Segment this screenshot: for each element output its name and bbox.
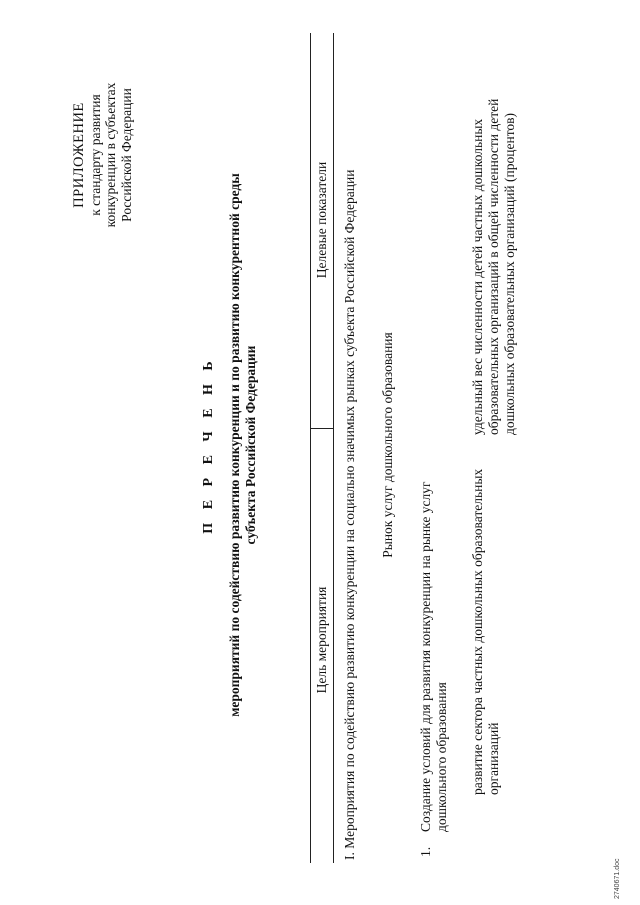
- market-title: Рынок услуг дошкольного образования: [380, 332, 395, 558]
- table-header-rule: [333, 33, 334, 863]
- appendix-label: ПРИЛОЖЕНИЕ: [71, 102, 87, 208]
- section-title: I. Мероприятия по содействию развитию конкуренции на социально значимых рынках субъекта Российской Федерации: [342, 169, 357, 860]
- column-header-goal: Цель мероприятия: [314, 586, 329, 694]
- item-number: 1.: [418, 846, 433, 857]
- appendix-block: [72, 15, 134, 295]
- file-reference: 2740671.doc: [614, 858, 621, 899]
- appendix-line-1: к стандарту развития: [87, 94, 103, 216]
- title-heading: П Е Р Е Ч Е Н Ь: [201, 356, 216, 534]
- table-column-divider: [310, 428, 333, 429]
- appendix-line-2: конкуренции в субъектах: [103, 82, 118, 228]
- item-goal: развитие сектора частных дошкольных образовательных организаций: [470, 468, 501, 795]
- item-target-indicator: удельный вес численности детей частных дошкольных образовательных организаций в общей численности детей дошкольных образовательных организаций (процентов): [470, 98, 517, 435]
- document-title: [200, 165, 259, 725]
- item-text: Создание условий для развития конкуренции на рынке услуг дошкольного образования: [418, 481, 449, 832]
- title-line-2: субъекта Российской Федерации: [243, 345, 258, 545]
- appendix-line-3: Российской Федерации: [118, 88, 134, 222]
- table-top-rule: [310, 33, 311, 863]
- title-line-1: мероприятий по содействию развитию конкуренции и по развитию конкурентной среды: [227, 173, 242, 717]
- column-header-targets: Целевые показатели: [314, 161, 329, 279]
